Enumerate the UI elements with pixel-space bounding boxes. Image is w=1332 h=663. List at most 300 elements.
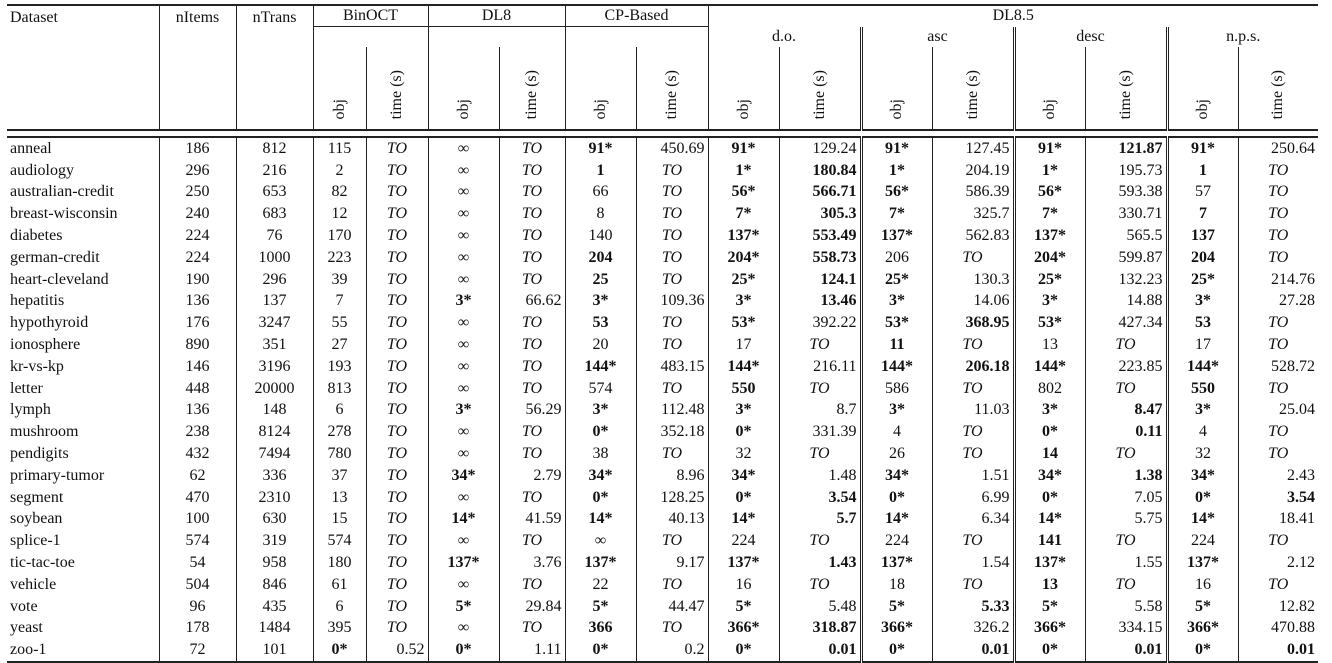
obj-cell: 53* bbox=[708, 312, 779, 334]
nitems-cell: 224 bbox=[159, 247, 236, 269]
obj-cell: ∞ bbox=[428, 137, 499, 160]
obj-cell: ∞ bbox=[428, 574, 499, 596]
table-row bbox=[7, 203, 1318, 225]
nitems-cell: 136 bbox=[159, 291, 236, 313]
obj-cell: 0* bbox=[565, 421, 636, 443]
time-cell: TO bbox=[636, 574, 708, 596]
time-cell: 593.38 bbox=[1085, 182, 1167, 204]
dataset-name: pendigits bbox=[10, 445, 69, 463]
ntrans-cell: 76 bbox=[236, 225, 313, 247]
subheader-obj: obj bbox=[313, 47, 366, 130]
time-cell: TO bbox=[499, 334, 565, 356]
time-cell: TO bbox=[636, 269, 708, 291]
obj-cell: 144* bbox=[708, 356, 779, 378]
dataset-name: zoo-1 bbox=[7, 639, 159, 662]
obj-cell: 13 bbox=[1014, 334, 1085, 356]
time-cell: TO bbox=[366, 269, 428, 291]
time-cell: 109.36 bbox=[636, 291, 708, 313]
time-cell: TO bbox=[366, 312, 428, 334]
table-row bbox=[7, 639, 1318, 662]
time-cell: 1.48 bbox=[779, 465, 861, 487]
time-cell: TO bbox=[499, 574, 565, 596]
time-cell: TO bbox=[636, 247, 708, 269]
obj-cell: ∞ bbox=[428, 618, 499, 640]
obj-cell: 144* bbox=[861, 356, 932, 378]
time-cell: 562.83 bbox=[932, 225, 1014, 247]
obj-cell: 7* bbox=[708, 203, 779, 225]
time-cell: 325.7 bbox=[932, 203, 1014, 225]
nitems-cell: 296 bbox=[159, 160, 236, 182]
time-cell: 1.38 bbox=[1085, 465, 1167, 487]
time-cell: TO bbox=[366, 618, 428, 640]
time-cell: 128.25 bbox=[636, 487, 708, 509]
time-cell: TO bbox=[1238, 421, 1318, 443]
time-cell: TO bbox=[932, 334, 1014, 356]
obj-cell: 5* bbox=[1167, 596, 1238, 618]
obj-cell: 5* bbox=[861, 596, 932, 618]
time-cell: 0.11 bbox=[1085, 421, 1167, 443]
obj-cell: 574 bbox=[565, 378, 636, 400]
obj-cell: 144* bbox=[1014, 356, 1085, 378]
nitems-cell: 96 bbox=[159, 596, 236, 618]
table-row bbox=[7, 465, 1318, 487]
obj-cell: 0* bbox=[1167, 639, 1238, 662]
obj-cell: 137* bbox=[708, 552, 779, 574]
ntrans-cell: 351 bbox=[236, 334, 313, 356]
obj-cell: 6 bbox=[313, 400, 366, 422]
obj-cell: 137* bbox=[565, 552, 636, 574]
time-cell: 1.11 bbox=[499, 639, 565, 662]
obj-cell: 22 bbox=[565, 574, 636, 596]
obj-cell: 25* bbox=[708, 269, 779, 291]
time-cell: TO bbox=[499, 269, 565, 291]
time-cell: TO bbox=[499, 203, 565, 225]
obj-cell: 57 bbox=[1167, 182, 1238, 204]
time-cell: 250.64 bbox=[1238, 137, 1318, 160]
dataset-name: anneal bbox=[10, 139, 52, 157]
table-row bbox=[7, 137, 1318, 160]
time-cell: TO bbox=[636, 378, 708, 400]
time-cell: 470.88 bbox=[1238, 618, 1318, 640]
time-cell: TO bbox=[779, 334, 861, 356]
time-cell: 204.19 bbox=[932, 160, 1014, 182]
obj-cell: 14* bbox=[1014, 509, 1085, 531]
nitems-cell: 62 bbox=[159, 465, 236, 487]
obj-cell: 0* bbox=[1167, 487, 1238, 509]
obj-cell: 5* bbox=[565, 596, 636, 618]
obj-cell: 20 bbox=[565, 334, 636, 356]
time-cell: 44.47 bbox=[636, 596, 708, 618]
time-cell: 3.76 bbox=[499, 552, 565, 574]
time-cell: 130.3 bbox=[932, 269, 1014, 291]
obj-cell: 3* bbox=[1014, 291, 1085, 313]
subheader-obj: obj bbox=[1167, 47, 1238, 130]
obj-cell: 17 bbox=[708, 334, 779, 356]
nitems-cell: 470 bbox=[159, 487, 236, 509]
dataset-name: hepatitis bbox=[10, 292, 65, 310]
time-cell: 1.51 bbox=[932, 465, 1014, 487]
time-cell: TO bbox=[366, 596, 428, 618]
header-nitems: nItems bbox=[159, 5, 236, 130]
nitems-cell: 890 bbox=[159, 334, 236, 356]
header-asc: asc bbox=[861, 27, 1014, 48]
obj-cell: 5* bbox=[428, 596, 499, 618]
obj-cell: 16 bbox=[708, 574, 779, 596]
header-nps: n.p.s. bbox=[1167, 27, 1318, 48]
obj-cell: ∞ bbox=[428, 225, 499, 247]
time-cell: TO bbox=[499, 137, 565, 160]
obj-cell: 366* bbox=[861, 618, 932, 640]
nitems-cell: 250 bbox=[159, 182, 236, 204]
header-dl8: DL8 bbox=[428, 5, 565, 27]
time-cell: 214.76 bbox=[1238, 269, 1318, 291]
time-cell: TO bbox=[636, 225, 708, 247]
obj-cell: 1* bbox=[1014, 160, 1085, 182]
time-cell: 0.52 bbox=[366, 639, 428, 662]
obj-cell: 2 bbox=[313, 160, 366, 182]
obj-cell: 26 bbox=[861, 443, 932, 465]
header-dl85: DL8.5 bbox=[708, 5, 1318, 27]
obj-cell: 4 bbox=[861, 421, 932, 443]
dataset-name: vehicle bbox=[10, 575, 57, 593]
time-cell: TO bbox=[366, 356, 428, 378]
time-cell: TO bbox=[636, 182, 708, 204]
time-cell: TO bbox=[499, 378, 565, 400]
obj-cell: 204* bbox=[1014, 247, 1085, 269]
obj-cell: 25* bbox=[861, 269, 932, 291]
obj-cell: 137* bbox=[428, 552, 499, 574]
nitems-cell: 432 bbox=[159, 443, 236, 465]
time-cell: TO bbox=[1085, 334, 1167, 356]
time-cell: TO bbox=[499, 182, 565, 204]
obj-cell: 39 bbox=[313, 269, 366, 291]
table-header bbox=[7, 5, 1318, 130]
obj-cell: ∞ bbox=[565, 530, 636, 552]
time-cell: 0.01 bbox=[1238, 639, 1318, 662]
time-cell: TO bbox=[366, 378, 428, 400]
obj-cell: 224 bbox=[1167, 530, 1238, 552]
obj-cell: 278 bbox=[313, 421, 366, 443]
time-cell: TO bbox=[1238, 225, 1318, 247]
time-cell: 427.34 bbox=[1085, 312, 1167, 334]
time-cell: 3.54 bbox=[1238, 487, 1318, 509]
obj-cell: ∞ bbox=[428, 269, 499, 291]
time-cell: TO bbox=[366, 465, 428, 487]
obj-cell: 34* bbox=[1167, 465, 1238, 487]
ntrans-cell: 8124 bbox=[236, 421, 313, 443]
obj-cell: ∞ bbox=[428, 487, 499, 509]
obj-cell: 53* bbox=[1014, 312, 1085, 334]
ntrans-cell: 296 bbox=[236, 269, 313, 291]
obj-cell: ∞ bbox=[428, 203, 499, 225]
time-cell: 0.01 bbox=[779, 639, 861, 662]
time-cell: 450.69 bbox=[636, 137, 708, 160]
time-cell: 216.11 bbox=[779, 356, 861, 378]
obj-cell: 4 bbox=[1167, 421, 1238, 443]
time-cell: 1.55 bbox=[1085, 552, 1167, 574]
time-cell: TO bbox=[932, 530, 1014, 552]
obj-cell: 53* bbox=[861, 312, 932, 334]
obj-cell: ∞ bbox=[428, 247, 499, 269]
header-binoct: BinOCT bbox=[313, 5, 428, 27]
results-table bbox=[7, 4, 1318, 663]
obj-cell: 7 bbox=[1167, 203, 1238, 225]
table-row bbox=[7, 421, 1318, 443]
table-row bbox=[7, 160, 1318, 182]
table-row bbox=[7, 487, 1318, 509]
ntrans-cell: 20000 bbox=[236, 378, 313, 400]
time-cell: TO bbox=[366, 160, 428, 182]
obj-cell: 1 bbox=[1167, 160, 1238, 182]
obj-cell: 34* bbox=[565, 465, 636, 487]
obj-cell: 1* bbox=[861, 160, 932, 182]
ntrans-cell: 846 bbox=[236, 574, 313, 596]
time-cell: TO bbox=[1238, 312, 1318, 334]
obj-cell: 366* bbox=[708, 618, 779, 640]
obj-cell: 1 bbox=[565, 160, 636, 182]
time-cell: 5.33 bbox=[932, 596, 1014, 618]
results-table-container bbox=[7, 4, 1318, 663]
obj-cell: 574 bbox=[313, 530, 366, 552]
obj-cell: ∞ bbox=[428, 443, 499, 465]
ntrans-cell: 2310 bbox=[236, 487, 313, 509]
ntrans-cell: 319 bbox=[236, 530, 313, 552]
dataset-name: tic-tac-toe bbox=[10, 554, 75, 572]
subheader-obj: obj bbox=[708, 47, 779, 130]
obj-cell: 11 bbox=[861, 334, 932, 356]
obj-cell: 137* bbox=[1014, 225, 1085, 247]
subheader-time: time (s) bbox=[779, 47, 861, 130]
time-cell: 6.99 bbox=[932, 487, 1014, 509]
ntrans-cell: 3247 bbox=[236, 312, 313, 334]
table-row bbox=[7, 574, 1318, 596]
nitems-cell: 178 bbox=[159, 618, 236, 640]
time-cell: 9.17 bbox=[636, 552, 708, 574]
obj-cell: ∞ bbox=[428, 334, 499, 356]
obj-cell: 550 bbox=[1167, 378, 1238, 400]
time-cell: 132.23 bbox=[1085, 269, 1167, 291]
obj-cell: ∞ bbox=[428, 378, 499, 400]
time-cell: 2.43 bbox=[1238, 465, 1318, 487]
time-cell: TO bbox=[366, 203, 428, 225]
table-row bbox=[7, 312, 1318, 334]
nitems-cell: 186 bbox=[159, 137, 236, 160]
time-cell: 7.05 bbox=[1085, 487, 1167, 509]
ntrans-cell: 653 bbox=[236, 182, 313, 204]
table-row bbox=[7, 269, 1318, 291]
obj-cell: 780 bbox=[313, 443, 366, 465]
nitems-cell: 448 bbox=[159, 378, 236, 400]
obj-cell: 223 bbox=[313, 247, 366, 269]
obj-cell: 1* bbox=[708, 160, 779, 182]
obj-cell: 550 bbox=[708, 378, 779, 400]
time-cell: 1.43 bbox=[779, 552, 861, 574]
obj-cell: 137* bbox=[861, 225, 932, 247]
time-cell: TO bbox=[636, 443, 708, 465]
obj-cell: 7* bbox=[861, 203, 932, 225]
obj-cell: 3* bbox=[565, 400, 636, 422]
dataset-name: breast-wisconsin bbox=[10, 205, 118, 223]
time-cell: TO bbox=[932, 378, 1014, 400]
obj-cell: 3* bbox=[708, 291, 779, 313]
time-cell: TO bbox=[366, 509, 428, 531]
obj-cell: 140 bbox=[565, 225, 636, 247]
nitems-cell: 54 bbox=[159, 552, 236, 574]
time-cell: 27.28 bbox=[1238, 291, 1318, 313]
time-cell: TO bbox=[366, 421, 428, 443]
obj-cell: 56* bbox=[708, 182, 779, 204]
time-cell: TO bbox=[779, 530, 861, 552]
time-cell: 206.18 bbox=[932, 356, 1014, 378]
table-body bbox=[7, 130, 1318, 662]
obj-cell: 3* bbox=[861, 400, 932, 422]
obj-cell: 224 bbox=[708, 530, 779, 552]
time-cell: TO bbox=[499, 421, 565, 443]
time-cell: TO bbox=[366, 530, 428, 552]
obj-cell: 3* bbox=[861, 291, 932, 313]
obj-cell: 32 bbox=[1167, 443, 1238, 465]
time-cell: TO bbox=[499, 312, 565, 334]
time-cell: TO bbox=[932, 443, 1014, 465]
obj-cell: 204* bbox=[708, 247, 779, 269]
subheader-obj: obj bbox=[565, 47, 636, 130]
table-row bbox=[7, 356, 1318, 378]
obj-cell: 91* bbox=[708, 137, 779, 160]
time-cell: 195.73 bbox=[1085, 160, 1167, 182]
obj-cell: 82 bbox=[313, 182, 366, 204]
subheader-time: time (s) bbox=[932, 47, 1014, 130]
obj-cell: 204 bbox=[565, 247, 636, 269]
obj-cell: 14* bbox=[708, 509, 779, 531]
table-row bbox=[7, 618, 1318, 640]
nitems-cell: 100 bbox=[159, 509, 236, 531]
header-ntrans: nTrans bbox=[236, 5, 313, 130]
obj-cell: 7 bbox=[313, 291, 366, 313]
time-cell: TO bbox=[366, 137, 428, 160]
time-cell: TO bbox=[366, 334, 428, 356]
obj-cell: 0* bbox=[428, 639, 499, 662]
table-row bbox=[7, 596, 1318, 618]
subheader-obj: obj bbox=[1014, 47, 1085, 130]
time-cell: TO bbox=[636, 334, 708, 356]
time-cell: TO bbox=[779, 443, 861, 465]
subheader-obj: obj bbox=[428, 47, 499, 130]
dataset-name: ionosphere bbox=[10, 336, 81, 354]
obj-cell: 14* bbox=[428, 509, 499, 531]
obj-cell: 586 bbox=[861, 378, 932, 400]
time-cell: TO bbox=[366, 247, 428, 269]
obj-cell: 366 bbox=[565, 618, 636, 640]
nitems-cell: 190 bbox=[159, 269, 236, 291]
time-cell: 5.48 bbox=[779, 596, 861, 618]
dataset-name: kr-vs-kp bbox=[10, 357, 64, 375]
obj-cell: 802 bbox=[1014, 378, 1085, 400]
time-cell: TO bbox=[1238, 247, 1318, 269]
time-cell: TO bbox=[1085, 574, 1167, 596]
obj-cell: 141 bbox=[1014, 530, 1085, 552]
time-cell: 334.15 bbox=[1085, 618, 1167, 640]
time-cell: TO bbox=[932, 247, 1014, 269]
nitems-cell: 574 bbox=[159, 530, 236, 552]
obj-cell: 366* bbox=[1014, 618, 1085, 640]
time-cell: TO bbox=[366, 182, 428, 204]
dataset-name: audiology bbox=[10, 161, 74, 179]
time-cell: 352.18 bbox=[636, 421, 708, 443]
obj-cell: 5* bbox=[708, 596, 779, 618]
obj-cell: 16 bbox=[1167, 574, 1238, 596]
time-cell: 112.48 bbox=[636, 400, 708, 422]
time-cell: 305.3 bbox=[779, 203, 861, 225]
obj-cell: 53 bbox=[565, 312, 636, 334]
nitems-cell: 176 bbox=[159, 312, 236, 334]
time-cell: 40.13 bbox=[636, 509, 708, 531]
time-cell: TO bbox=[932, 421, 1014, 443]
obj-cell: 91* bbox=[861, 137, 932, 160]
time-cell: TO bbox=[1238, 203, 1318, 225]
time-cell: 56.29 bbox=[499, 400, 565, 422]
obj-cell: 91* bbox=[565, 137, 636, 160]
time-cell: 326.2 bbox=[932, 618, 1014, 640]
time-cell: TO bbox=[1238, 334, 1318, 356]
time-cell: 13.46 bbox=[779, 291, 861, 313]
obj-cell: 0* bbox=[565, 639, 636, 662]
obj-cell: 144* bbox=[1167, 356, 1238, 378]
obj-cell: 61 bbox=[313, 574, 366, 596]
time-cell: TO bbox=[932, 574, 1014, 596]
header-do: d.o. bbox=[708, 27, 861, 48]
nitems-cell: 146 bbox=[159, 356, 236, 378]
table-row bbox=[7, 378, 1318, 400]
obj-cell: 25* bbox=[1167, 269, 1238, 291]
ntrans-cell: 148 bbox=[236, 400, 313, 422]
ntrans-cell: 958 bbox=[236, 552, 313, 574]
time-cell: TO bbox=[779, 378, 861, 400]
table-row bbox=[7, 400, 1318, 422]
time-cell: 11.03 bbox=[932, 400, 1014, 422]
obj-cell: 0* bbox=[708, 487, 779, 509]
time-cell: TO bbox=[779, 574, 861, 596]
time-cell: 127.45 bbox=[932, 137, 1014, 160]
time-cell: TO bbox=[636, 618, 708, 640]
obj-cell: 25* bbox=[1014, 269, 1085, 291]
obj-cell: 0* bbox=[708, 639, 779, 662]
nitems-cell: 224 bbox=[159, 225, 236, 247]
time-cell: TO bbox=[366, 487, 428, 509]
obj-cell: 37 bbox=[313, 465, 366, 487]
time-cell: TO bbox=[499, 618, 565, 640]
obj-cell: 206 bbox=[861, 247, 932, 269]
obj-cell: 25 bbox=[565, 269, 636, 291]
obj-cell: 813 bbox=[313, 378, 366, 400]
time-cell: 558.73 bbox=[779, 247, 861, 269]
time-cell: 565.5 bbox=[1085, 225, 1167, 247]
obj-cell: 34* bbox=[428, 465, 499, 487]
ntrans-cell: 812 bbox=[236, 137, 313, 160]
obj-cell: ∞ bbox=[428, 160, 499, 182]
obj-cell: 366* bbox=[1167, 618, 1238, 640]
obj-cell: 115 bbox=[313, 137, 366, 160]
obj-cell: 53 bbox=[1167, 312, 1238, 334]
time-cell: TO bbox=[366, 225, 428, 247]
time-cell: 2.12 bbox=[1238, 552, 1318, 574]
ntrans-cell: 1000 bbox=[236, 247, 313, 269]
ntrans-cell: 630 bbox=[236, 509, 313, 531]
time-cell: 5.58 bbox=[1085, 596, 1167, 618]
obj-cell: 0* bbox=[1014, 421, 1085, 443]
nitems-cell: 240 bbox=[159, 203, 236, 225]
time-cell: TO bbox=[1238, 443, 1318, 465]
table-row bbox=[7, 552, 1318, 574]
